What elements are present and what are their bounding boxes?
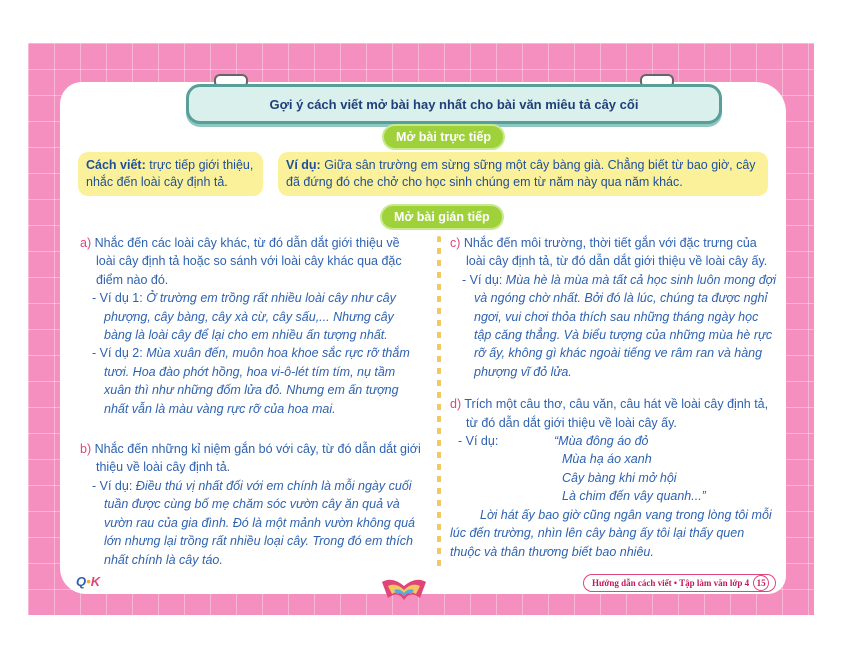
item-a-ex2-text: Mùa xuân đến, muôn hoa khoe sắc rực rỡ thắm tươi. Hoa đào phớt hồng, hoa vi-ô-lét tím tím, nụ tầm xuân thì như những đốm lửa đỏ. Nhưng em ấn tượng nhất vẫn là màu vàng rực rỡ của hoa mai. bbox=[104, 346, 410, 416]
item-b-ex-text: Điều thú vị nhất đối với em chính là mỗi ngày cuối tuần được cùng bố mẹ chăm sóc vườn cây ăn quả và vườn rau của gia đình. Đó là một mảnh vườn không quá lớn nhưng lại trồng rất nhiều loại cây. Trong đó em thích nhất chính là cây táo. bbox=[104, 478, 415, 567]
item-d bbox=[450, 395, 776, 432]
poem bbox=[554, 432, 706, 506]
poem-line: Mùa hạ áo xanh bbox=[562, 452, 652, 467]
direct-method-note bbox=[78, 152, 263, 196]
item-c-example: - Ví dụ: Mùa hè là mùa mà tất cả học sinh luôn mong đợi và ngóng chờ nhất. Bởi đó là lúc, chúng ta được nghỉ ngơi, vui chơi thỏa thích sau những tháng ngày học tập căng thẳng. Và biểu tượng của những mùa hè rực rỡ ấy, không gì khác ngoài tiếng ve râm ran và hàng phượng vĩ đỏ lửa. bbox=[462, 272, 776, 379]
poem-line: Là chim đến vây quanh...” bbox=[562, 489, 706, 504]
item-c-ex-text: Mùa hè là mùa mà tất cả học sinh luôn mong đợi và ngóng chờ nhất. Bởi đó là lúc, chúng ta được nghỉ ngơi, vui chơi thỏa thích sau những tháng ngày học tập căng thẳng. Và biểu tượng của những mùa hè rực rỡ ấy, không gì khác ngoài tiếng ve râm ran và hàng phượng vĩ đỏ lửa. bbox=[474, 272, 776, 379]
item-a-ex2-prefix: Ví dụ 2: bbox=[99, 346, 143, 361]
right-column bbox=[450, 234, 776, 561]
direct-method-text: trực tiếp giới thiệu, nhắc đến loài cây định tả. bbox=[86, 158, 254, 189]
item-a-text: Nhắc đến các loài cây khác, từ đó dẫn dắt giới thiệu về loài cây định tả hoặc so sánh với loài cây khác qua đặc điểm nào đó. bbox=[94, 236, 402, 287]
poem-line: “Mùa đông áo đỏ bbox=[554, 434, 649, 449]
page-footer bbox=[583, 574, 776, 592]
section-indirect-pill: Mở bài gián tiếp bbox=[380, 204, 504, 230]
item-c-ex-prefix: Ví dụ: bbox=[469, 272, 503, 287]
item-b-text: Nhắc đến những kỉ niệm gắn bó với cây, từ đó dẫn dắt giới thiệu về loài cây định tả. bbox=[94, 442, 421, 475]
item-b-label: b) bbox=[80, 442, 92, 457]
section-direct-pill: Mở bài trực tiếp bbox=[382, 124, 505, 150]
item-d-example: - Ví dụ: “Mùa đông áo đỏ Mùa hạ áo xanh Cây bàng khi mở hội Là chim đến vây quanh...” bbox=[450, 432, 776, 506]
page-number: 15 bbox=[753, 575, 769, 591]
publisher-logo: Q•K bbox=[76, 574, 101, 589]
item-c-label: c) bbox=[450, 236, 461, 250]
title-banner bbox=[186, 84, 722, 124]
footer-text: Hướng dẫn cách viết • Tập làm văn lớp 4 bbox=[592, 578, 750, 588]
direct-example-text: Giữa sân trường em sừng sững một cây bàng già. Chẳng biết từ bao giờ, cây đã đứng đó che chở cho học sinh chúng em từ năm này qua năm khác. bbox=[286, 158, 756, 189]
item-a-example-2: - Ví dụ 2: Mùa xuân đến, muôn hoa khoe sắc rực rỡ thắm tươi. Hoa đào phớt hồng, hoa vi-ô-lét tím tím, nụ tầm xuân thì như những đốm lửa đỏ. Nhưng em ấn tượng nhất vẫn là màu vàng rực rỡ của hoa mai. bbox=[92, 346, 410, 416]
direct-example-note bbox=[278, 152, 768, 196]
item-c bbox=[450, 234, 776, 271]
direct-method-label: Cách viết: bbox=[86, 158, 146, 172]
item-b bbox=[80, 440, 422, 477]
item-c-text: Nhắc đến môi trường, thời tiết gắn với đặc trưng của loài cây định tả, từ đó dẫn dắt giới thiệu về loài cây ấy. bbox=[463, 236, 768, 269]
item-b-ex-prefix: Ví dụ: bbox=[99, 478, 133, 493]
item-d-ex-prefix: Ví dụ: bbox=[465, 434, 499, 449]
poem-line: Cây bàng khi mở hội bbox=[562, 470, 677, 485]
item-d-label: d) bbox=[450, 397, 462, 412]
item-a-ex1-prefix: Ví dụ 1: bbox=[99, 291, 143, 306]
column-divider bbox=[437, 236, 441, 571]
item-d-after: Lời hát ấy bao giờ cũng ngân vang trong lòng tôi mỗi lúc đến trường, nhìn lên cây bàng ấy tôi lại thấy quen thuộc và thân thương biết bao nhiêu. bbox=[450, 507, 772, 559]
item-a bbox=[80, 234, 422, 289]
left-column bbox=[80, 234, 422, 569]
direct-example-label: Ví dụ: bbox=[286, 158, 321, 172]
item-a-label: a) bbox=[80, 236, 92, 250]
item-a-ex1-text: Ở trường em trồng rất nhiều loài cây như cây phượng, cây bàng, cây xà cừ, cây sấu,... Nhưng cây bàng là loài cây để lại cho em nhiều ấn tượng nhất. bbox=[104, 291, 396, 343]
item-d-text: Trích một câu thơ, câu văn, câu hát về loài cây định tả, từ đó dẫn dắt giới thiệu về loài cây ấy. bbox=[464, 397, 769, 430]
page-title: Gợi ý cách viết mở bài hay nhất cho bài văn miêu tả cây cối bbox=[269, 96, 639, 112]
item-b-example: - Ví dụ: Điều thú vị nhất đối với em chính là mỗi ngày cuối tuần được cùng bố mẹ chăm sóc vườn cây ăn quả và vườn rau của gia đình. Đó là một mảnh vườn không quá lớn nhưng lại trồng rất nhiều loại cây. Trong đó em thích nhất chính là cây táo. bbox=[92, 478, 415, 567]
ribbon-ornament-icon bbox=[380, 576, 428, 604]
logo-k: K bbox=[90, 574, 101, 589]
item-a-example-1: - Ví dụ 1: Ở trường em trồng rất nhiều loài cây như cây phượng, cây bàng, cây xà cừ, cây sấu,... Nhưng cây bàng là loài cây để lại cho em nhiều ấn tượng nhất. bbox=[92, 291, 396, 343]
logo-q: Q bbox=[76, 574, 87, 589]
